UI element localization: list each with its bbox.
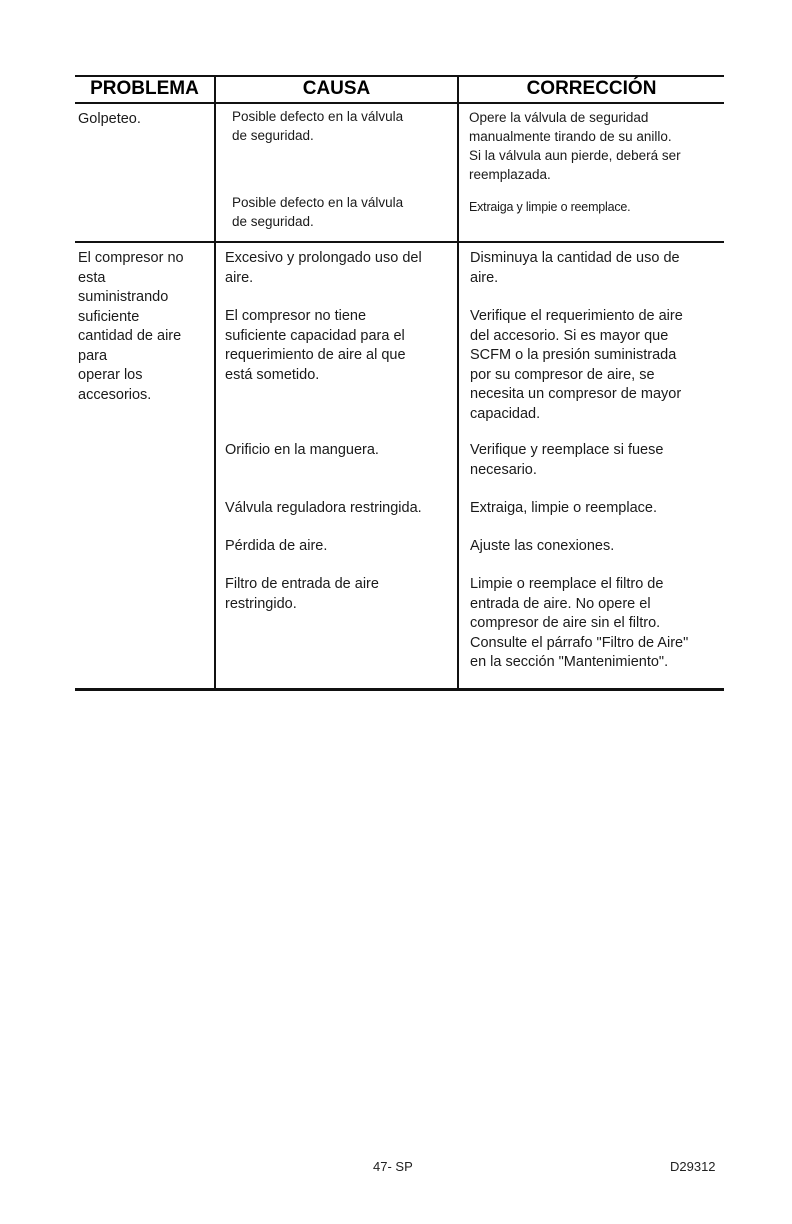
cause-cell: Orificio en la manguera.	[225, 442, 379, 458]
page-number: 47- SP	[373, 1159, 413, 1174]
correction-cell: Verifique y reemplace si fuese necesario.	[470, 442, 664, 478]
table-bottom-rule	[75, 688, 724, 691]
column-divider-2	[457, 75, 459, 690]
cause-cell: El compresor no tiene suficiente capacidad para el requerimiento de aire al que está sometido.	[225, 308, 406, 383]
group-divider-rule	[75, 241, 724, 243]
header-problem: PROBLEMA	[90, 78, 199, 99]
cause-cell: Posible defecto en la válvula de seguridad.	[232, 109, 404, 143]
column-divider-1	[214, 75, 216, 690]
problem-cell: El compresor no esta suministrando suficiente cantidad de aire para operar los accesorios.	[78, 250, 184, 403]
correction-cell: Extraiga y limpie o reemplace.	[469, 200, 631, 214]
cause-cell: Filtro de entrada de aire restringido.	[225, 576, 379, 612]
cause-cell: Válvula reguladora restringida.	[225, 500, 422, 516]
header-correction: CORRECCIÓN	[526, 78, 657, 99]
document-code: D29312	[670, 1159, 716, 1174]
problem-cell: Golpeteo.	[78, 111, 141, 127]
cause-cell: Pérdida de aire.	[225, 538, 328, 554]
cause-cell: Excesivo y prolongado uso del aire.	[225, 250, 422, 286]
correction-cell: Limpie o reemplace el filtro de entrada de aire. No opere el compresor de aire sin el filtro. Consulte el párrafo "Filtro de Aire" en la sección "Mantenimiento".	[470, 576, 689, 670]
correction-cell: Opere la válvula de seguridad manualmente tirando de su anillo. Si la válvula aun pierde, deberá ser reemplazada.	[469, 110, 681, 182]
correction-cell: Verifique el requerimiento de aire del accesorio. Si es mayor que SCFM o la presión suministrada por su compresor de aire, se necesita un compresor de mayor capacidad.	[470, 308, 683, 422]
cause-cell: Posible defecto en la válvula de seguridad.	[232, 195, 404, 229]
correction-cell: Disminuya la cantidad de uso de aire.	[470, 250, 680, 286]
correction-cell: Extraiga, limpie o reemplace.	[470, 500, 657, 516]
header-cause: CAUSA	[302, 78, 371, 99]
correction-cell: Ajuste las conexiones.	[470, 538, 615, 554]
header-bottom-rule	[75, 102, 724, 104]
